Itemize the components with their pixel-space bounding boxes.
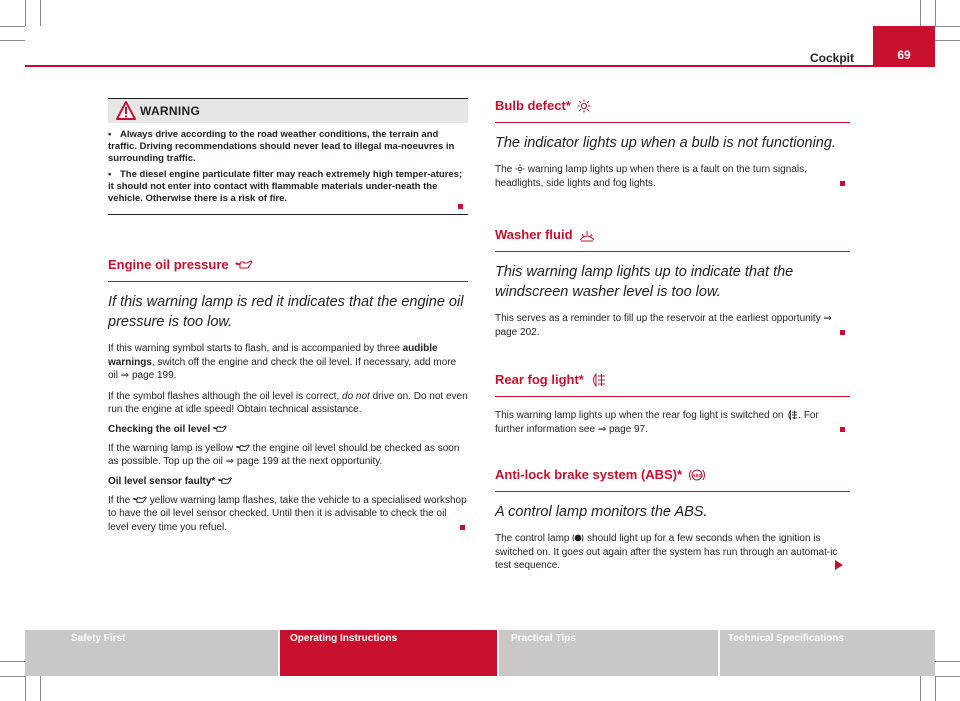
washer-lead: This warning lamp lights up to indicate that the windscreen washer level is too low. — [495, 264, 794, 300]
warning-item: • Always drive according to the road weather conditions, the terrain and traffic. Driving recommendations should never lead to illegal ma-noeuvres in surrounding traffic. — [108, 129, 455, 164]
crop-mark — [0, 26, 25, 27]
crop-mark — [0, 40, 25, 41]
footer-tabs — [25, 630, 935, 676]
bulb-text: The warning lamp lights up when there is a fault on the turn signals, headlights, side lights and fog lights. — [495, 163, 850, 190]
oil-lead: If this warning lamp is red it indicates that the engine oil pressure is too low. — [108, 294, 464, 330]
chapter-title: Cockpit — [809, 51, 854, 65]
bulb-lead: The indicator lights up when a bulb is not functioning. — [495, 135, 836, 151]
crop-mark — [25, 0, 26, 26]
crop-mark — [935, 676, 936, 701]
section-end-mark — [840, 330, 845, 335]
crop-mark — [0, 676, 25, 677]
rear-fog-light-icon — [590, 373, 606, 387]
section-title-washer: Washer fluid — [495, 227, 850, 252]
section-end-mark — [458, 204, 463, 209]
tab-practical-tips[interactable]: Practical Tips — [497, 630, 718, 676]
bulb-sun-icon — [515, 164, 525, 174]
oil-check-heading: Checking the oil level — [108, 424, 468, 435]
oil-can-icon — [133, 496, 147, 504]
fog-text: This warning lamp lights up when the rear fog light is switched on . For further information see ⇒ page 97. — [495, 409, 850, 436]
tab-safety-first[interactable]: Safety First — [25, 630, 278, 676]
abs-text: The control lamp should light up for a few seconds when the ignition is switched on. It goes out again after the system has run through an automat-ic test sequence. — [495, 532, 850, 573]
warning-title: WARNING — [140, 104, 201, 118]
warning-header — [108, 99, 468, 123]
page-number: 69 — [873, 26, 935, 66]
section-end-mark — [460, 525, 465, 530]
oil-can-icon — [235, 260, 253, 270]
crop-mark — [935, 40, 960, 41]
section-title-fog: Rear fog light* — [495, 372, 850, 397]
section-end-mark — [840, 181, 845, 186]
washer-text: This serves as a reminder to fill up the reservoir at the earliest opportunity ⇒ page 202. — [495, 312, 850, 339]
crop-mark — [40, 0, 41, 26]
oil-can-icon — [218, 477, 232, 485]
warning-body — [108, 123, 468, 214]
abs-icon — [572, 533, 584, 543]
crop-mark — [25, 676, 26, 701]
section-end-mark — [840, 427, 845, 432]
oil-check-text: If the warning lamp is yellow the engine oil level should be checked as soon as possible. Top up the oil ⇒ page 199 at the next opportunity. — [108, 442, 460, 467]
crop-mark — [40, 676, 41, 701]
tab-technical-specifications[interactable]: Technical Specifications — [718, 630, 935, 676]
warning-triangle-icon — [116, 101, 136, 121]
abs-icon — [688, 468, 706, 482]
crop-mark — [935, 676, 960, 677]
warning-item: • The diesel engine particulate filter may reach extremely high temper-atures; it should not enter into contact with flammable materials under-neath the vehicle. Otherwise there is a risk of fire. — [108, 169, 463, 204]
crop-mark — [0, 661, 25, 662]
svg-text:ABS: ABS — [692, 472, 702, 478]
washer-fluid-icon — [579, 228, 595, 242]
section-title-bulb: Bulb defect* — [495, 98, 850, 123]
crop-mark — [935, 26, 960, 27]
crop-mark — [920, 676, 921, 701]
right-column — [495, 98, 850, 580]
continue-arrow-icon — [835, 560, 843, 570]
abs-lead: A control lamp monitors the ABS. — [495, 504, 708, 520]
section-title-oil: Engine oil pressure — [108, 257, 468, 282]
oil-sensor-heading: Oil level sensor faulty* — [108, 476, 468, 487]
rear-fog-light-icon — [786, 410, 798, 420]
header-rule — [25, 65, 935, 67]
bulb-sun-icon — [577, 99, 591, 113]
oil-can-icon — [236, 444, 250, 452]
left-column — [108, 98, 468, 541]
oil-paragraph-2: If the symbol flashes although the oil level is correct, do not drive on. Do not even run the engine at idle speed! Obtain technical assistance. — [108, 390, 468, 415]
crop-mark — [920, 0, 921, 26]
crop-mark — [935, 0, 936, 26]
tab-operating-instructions[interactable]: Operating Instructions — [278, 630, 497, 676]
oil-can-icon — [213, 425, 227, 433]
oil-sensor-text: If the yellow warning lamp flashes, take the vehicle to a specialised workshop to have the oil level sensor checked. Until then it is advisable to check the oil level every time you refuel. — [108, 494, 467, 533]
oil-paragraph-1: If this warning symbol starts to flash, and is accompanied by three audible warnings, switch off the engine and check the oil level. If necessary, add more oil ⇒ page 199. — [108, 343, 457, 381]
warning-box — [108, 98, 468, 215]
section-title-abs: Anti-lock brake system (ABS)* ABS — [495, 467, 850, 492]
crop-mark — [935, 661, 960, 662]
